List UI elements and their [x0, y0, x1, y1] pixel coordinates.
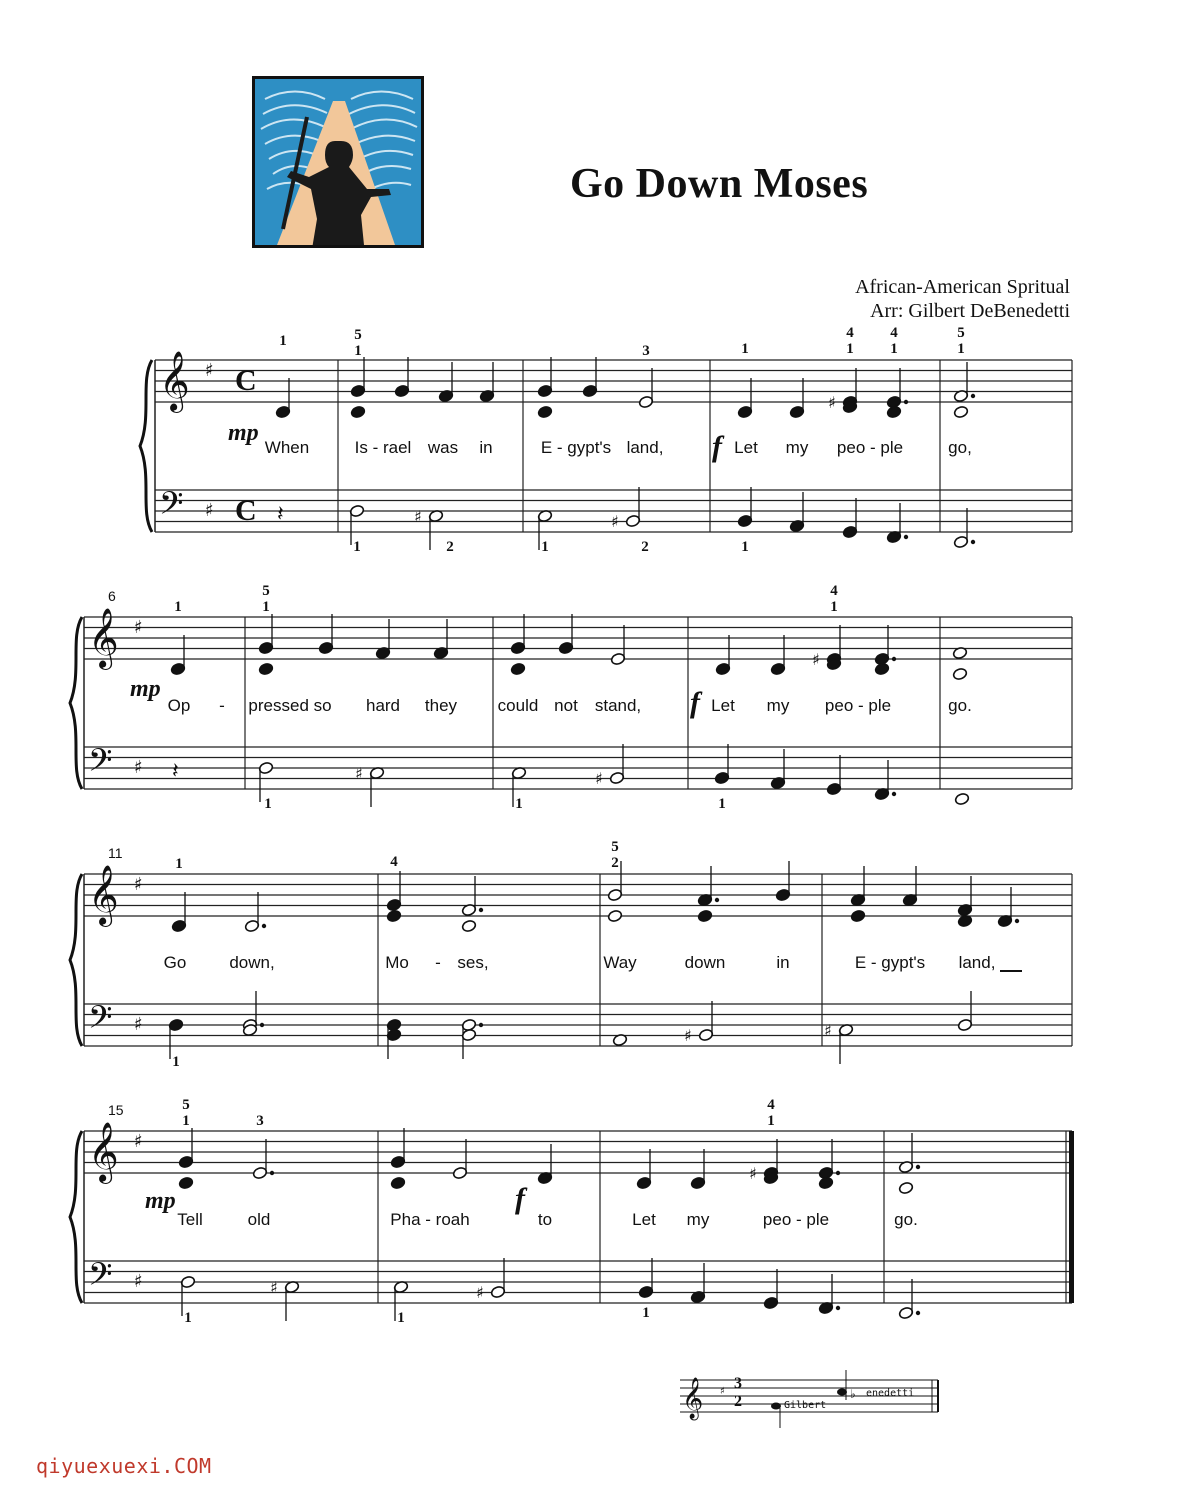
lyric-syllable: E - gypt's: [854, 953, 926, 972]
site-watermark: qiyuexuexi.COM: [36, 1454, 212, 1478]
fingering: 3: [256, 1113, 264, 1129]
lyric-syllable: Go: [163, 953, 187, 972]
augmentation-dot: [479, 908, 483, 912]
notehead: [607, 909, 622, 922]
lyric-syllable: could: [497, 696, 539, 715]
lyric-syllable: land,: [958, 953, 996, 972]
lyric-syllable: Is - rael: [354, 438, 412, 457]
lyric-syllable: Let: [632, 1210, 656, 1229]
lyric-syllable: E - gypt's: [540, 438, 612, 457]
lyric-syllable: go.: [894, 1210, 918, 1229]
dynamic-marking: mp: [228, 420, 259, 446]
notehead: [886, 405, 901, 418]
fingering: 2: [446, 539, 454, 555]
lyric-syllable: Way: [603, 953, 637, 972]
dynamic-marking: mp: [145, 1188, 176, 1214]
final-barline: [1069, 1131, 1074, 1303]
fingering: 5: [182, 1097, 190, 1113]
fingering: 1: [718, 796, 726, 812]
notehead: [874, 662, 889, 675]
fingering: 1: [541, 539, 549, 555]
treble-clef-icon: 𝄞: [88, 865, 119, 925]
lyric-syllable: Op: [167, 696, 191, 715]
lyric-extender: [1000, 970, 1022, 972]
svg-text:𝄞: 𝄞: [682, 1378, 704, 1419]
augmentation-dot: [479, 1023, 483, 1027]
lyric-syllable: my: [686, 1210, 710, 1229]
lyric-syllable: land,: [626, 438, 664, 457]
notehead: [898, 1181, 913, 1194]
fingering: 5: [262, 583, 270, 599]
key-signature-sharp-icon: ♯: [134, 757, 143, 778]
common-time-icon: C: [235, 494, 257, 527]
lyric-syllable: peo - ple: [762, 1210, 830, 1229]
fingering: 1: [846, 341, 854, 357]
notehead: [390, 1176, 405, 1189]
sharp-icon: ♯: [414, 507, 422, 526]
fingering: 5: [611, 839, 619, 855]
treble-clef-icon: 𝄞: [159, 351, 190, 411]
augmentation-dot: [715, 898, 719, 902]
measure-number: 11: [108, 845, 123, 861]
key-signature-sharp-icon: ♯: [134, 1271, 143, 1292]
augmentation-dot: [971, 540, 975, 544]
dynamic-marking: mp: [130, 676, 161, 702]
bass-clef-icon: 𝄢: [88, 999, 113, 1043]
fingering: 3: [642, 343, 650, 359]
lyric-syllable: down,: [229, 953, 275, 972]
lyric-syllable: stand,: [594, 696, 642, 715]
dynamic-marking: f: [515, 1182, 525, 1215]
lyric-syllable: was: [427, 438, 459, 457]
notehead: [818, 1176, 833, 1189]
augmentation-dot: [904, 400, 908, 404]
sharp-icon: ♯: [749, 1164, 757, 1183]
credit-arranger: Arr: Gilbert DeBenedetti: [870, 300, 1070, 322]
notehead: [258, 662, 273, 675]
lyric-syllable: hard: [365, 696, 401, 715]
sharp-icon: ♯: [824, 1021, 832, 1040]
brace-icon: [70, 874, 82, 1046]
lyric-syllable: my: [785, 438, 809, 457]
signature-staff: [680, 1360, 942, 1432]
key-signature-sharp-icon: ♯: [134, 1014, 143, 1035]
fingering: 1: [264, 796, 272, 812]
fingering: 2: [611, 855, 619, 871]
fingering: 1: [172, 1054, 180, 1070]
lyric-syllable: they: [424, 696, 458, 715]
fingering: 1: [174, 599, 182, 615]
key-signature-sharp-icon: ♯: [134, 617, 143, 638]
fingering: 1: [515, 796, 523, 812]
fingering: 1: [354, 343, 362, 359]
treble-clef-icon: 𝄞: [88, 608, 119, 668]
lyric-syllable: ses,: [457, 953, 489, 972]
augmentation-dot: [1015, 919, 1019, 923]
bass-clef-icon: 𝄢: [88, 742, 113, 786]
fingering: 4: [767, 1097, 775, 1113]
notehead: [697, 909, 712, 922]
sharp-icon: ♯: [270, 1278, 278, 1297]
augmentation-dot: [260, 1023, 264, 1027]
key-signature-sharp-icon: ♯: [205, 360, 214, 381]
fingering: 5: [354, 327, 362, 343]
lyric-syllable: -: [435, 953, 441, 972]
augmentation-dot: [892, 657, 896, 661]
dynamic-marking: f: [690, 686, 700, 719]
lyric-syllable: pressed so: [248, 696, 332, 715]
lyric-syllable: to: [537, 1210, 553, 1229]
time-signature-top: 3: [734, 1375, 742, 1392]
fingering: 1: [830, 599, 838, 615]
fingering: 4: [830, 583, 838, 599]
sharp-icon: ♯: [595, 769, 603, 788]
augmentation-dot: [904, 535, 908, 539]
notehead: [537, 405, 552, 418]
signature-text-right: enedetti: [866, 1388, 915, 1399]
key-signature-sharp-icon: ♯: [134, 874, 143, 895]
lyric-syllable: Let: [711, 696, 735, 715]
lyric-syllable: peo - ple: [824, 696, 892, 715]
lyric-syllable: in: [479, 438, 493, 457]
fingering: 5: [957, 325, 965, 341]
lyric-syllable: not: [554, 696, 578, 715]
fingering: 2: [641, 539, 649, 555]
signature-text-left: Gilbert: [784, 1400, 827, 1411]
fingering: 1: [182, 1113, 190, 1129]
svg-text:♭: ♭: [850, 1387, 856, 1401]
brace-icon: [70, 1131, 82, 1303]
augmentation-dot: [262, 924, 266, 928]
quarter-rest-icon: 𝄽: [172, 759, 179, 784]
brace-icon: [140, 360, 152, 532]
notehead: [510, 662, 525, 675]
brace-icon: [70, 617, 82, 789]
lyric-syllable: When: [264, 438, 310, 457]
lyric-syllable: go.: [948, 696, 972, 715]
sharp-icon: ♯: [812, 650, 820, 669]
fingering: 1: [279, 333, 287, 349]
fingering: 4: [390, 854, 398, 870]
fingering: 1: [741, 341, 749, 357]
dynamic-marking: f: [712, 430, 722, 463]
fingering: 1: [397, 1310, 405, 1326]
bass-clef-icon: 𝄢: [159, 485, 184, 529]
fingering: 1: [767, 1113, 775, 1129]
fingering: 1: [184, 1310, 192, 1326]
fingering: 1: [642, 1305, 650, 1321]
notehead: [350, 405, 365, 418]
lyric-syllable: Mo: [385, 953, 409, 972]
augmentation-dot: [270, 1171, 274, 1175]
quarter-rest-icon: 𝄽: [277, 502, 284, 527]
fingering: 4: [846, 325, 854, 341]
measure-number: 6: [108, 588, 116, 604]
sharp-icon: ♯: [476, 1283, 484, 1302]
sharp-icon: ♯: [684, 1026, 692, 1045]
key-signature-sharp-icon: ♯: [205, 500, 214, 521]
lyric-syllable: down: [684, 953, 726, 972]
augmentation-dot: [836, 1171, 840, 1175]
augmentation-dot: [971, 394, 975, 398]
common-time-icon: C: [235, 364, 257, 397]
notehead: [954, 792, 969, 805]
page-title: Go Down Moses: [570, 161, 869, 207]
lyric-syllable: old: [247, 1210, 271, 1229]
fingering: 1: [957, 341, 965, 357]
credit-origin: African-American Spritual: [855, 276, 1070, 298]
sharp-icon: ♯: [611, 512, 619, 531]
time-signature-bottom: 2: [734, 1393, 742, 1410]
key-signature-sharp-icon: ♯: [134, 1131, 143, 1152]
fingering: 1: [175, 856, 183, 872]
svg-text:♯: ♯: [720, 1386, 725, 1397]
augmentation-dot: [836, 1306, 840, 1310]
notehead: [953, 405, 968, 418]
augmentation-dot: [916, 1311, 920, 1315]
augmentation-dot: [892, 792, 896, 796]
notehead: [461, 919, 476, 932]
lyric-syllable: -: [219, 696, 225, 715]
sharp-icon: ♯: [828, 393, 836, 412]
lyric-syllable: my: [766, 696, 790, 715]
lyric-syllable: peo - ple: [836, 438, 904, 457]
augmentation-dot: [916, 1165, 920, 1169]
bass-clef-icon: 𝄢: [88, 1256, 113, 1300]
fingering: 1: [262, 599, 270, 615]
measure-number: 15: [108, 1102, 124, 1118]
fingering: 1: [353, 539, 361, 555]
lyric-syllable: in: [776, 953, 790, 972]
notehead: [850, 909, 865, 922]
fingering: 4: [890, 325, 898, 341]
notehead: [178, 1176, 193, 1189]
treble-clef-icon: 𝄞: [88, 1122, 119, 1182]
fingering: 1: [741, 539, 749, 555]
fingering: 1: [890, 341, 898, 357]
lyric-syllable: Let: [734, 438, 758, 457]
lyric-syllable: Tell: [177, 1210, 203, 1229]
lyric-syllable: go,: [948, 438, 972, 457]
notehead: [386, 909, 401, 922]
lyric-syllable: Pha - roah: [390, 1210, 470, 1229]
sharp-icon: ♯: [355, 764, 363, 783]
notehead: [952, 667, 967, 680]
